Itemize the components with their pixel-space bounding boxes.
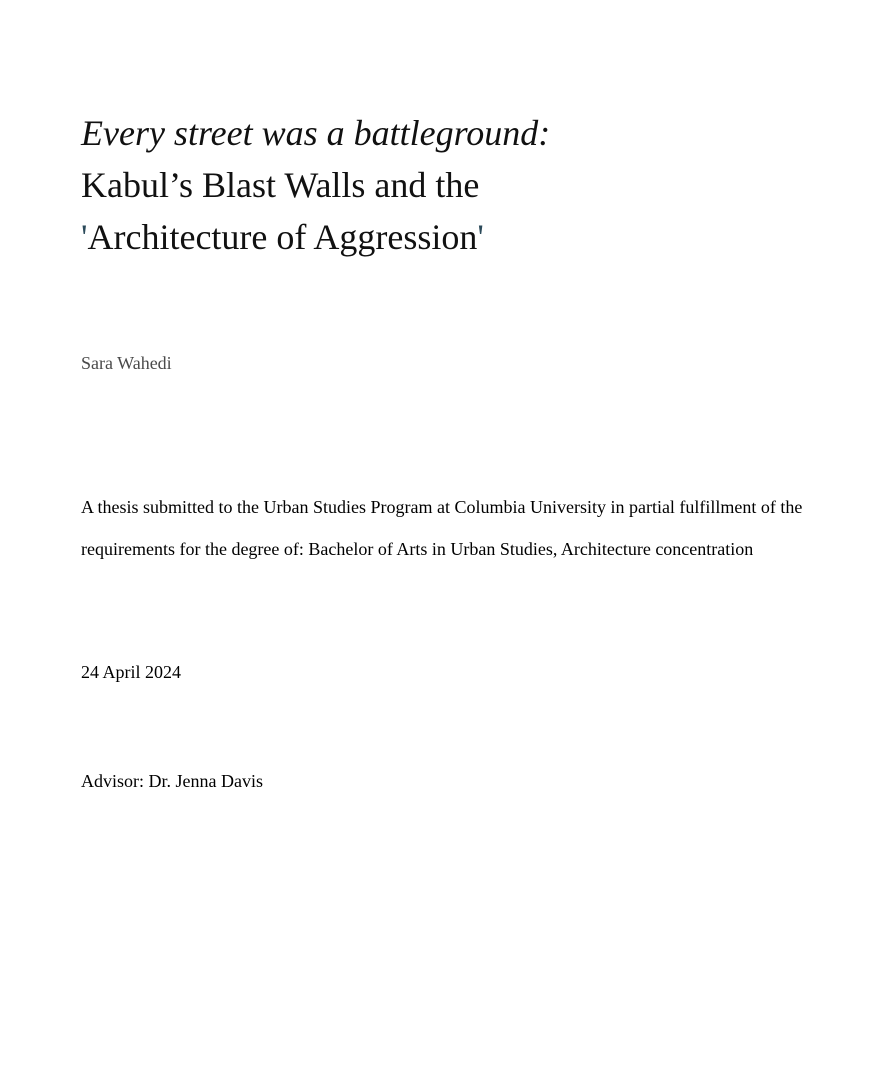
submission-date: 24 April 2024: [81, 662, 182, 682]
advisor-line: Advisor: Dr. Jenna Davis: [81, 771, 263, 791]
thesis-statement: A thesis submitted to the Urban Studies Program at Columbia University in partial fulfillment of the requirements for the degree of: Bachelor of Arts in Urban Studies, Architecture concentration: [81, 497, 803, 559]
title-line-3: [81, 211, 841, 263]
title-close-quote: ': [477, 217, 484, 257]
title-line-2: Kabul’s Blast Walls and the: [81, 165, 480, 205]
title-line-3-text: Architecture of Aggression: [87, 217, 478, 257]
title-line-1: Every street was a battleground:: [81, 113, 551, 153]
author-name: Sara Wahedi: [81, 353, 172, 373]
thesis-title: [81, 107, 841, 263]
title-open-quote: ': [81, 217, 88, 257]
